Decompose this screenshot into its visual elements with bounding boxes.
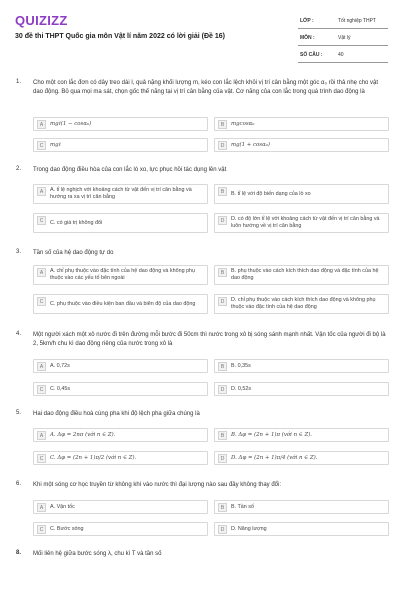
question-number: 1. [16,79,22,85]
option-text: mgcosα₀ [231,120,255,127]
option-c[interactable] [33,294,208,314]
option-key: D [218,141,227,150]
option-key: A [37,431,46,440]
option-text: mgℓ [50,141,61,148]
option-d[interactable] [214,294,389,314]
option-key: B [218,503,227,512]
meta-subject-value: Vật lý [338,35,351,41]
option-key: C [37,454,46,463]
option-text: C. Δφ = (2n + 1)π/2 (với n ∈ Z). [50,454,137,461]
option-text: A. Vận tốc [50,503,75,510]
option-text: C. 0,45s [50,385,71,392]
option-b[interactable] [214,500,389,514]
worksheet-header [0,0,400,60]
option-d[interactable] [214,138,389,152]
option-text: mgℓ(1 − cosα₀) [50,120,92,127]
meta-subject-row [298,31,388,46]
option-a[interactable] [33,359,208,373]
option-key: D [218,385,227,394]
meta-class-label: LỚP : [300,18,314,24]
option-text: D. chỉ phụ thuộc vào cách kích thích dao động và không phụ thuộc vào đặc tính của hệ dao động [231,297,376,310]
option-b[interactable] [214,265,389,285]
meta-count-value: 40 [338,52,344,58]
option-a[interactable] [33,265,208,285]
question-text: Hai dao động điều hoà cùng pha khi độ lệch pha giữa chúng là [33,411,200,417]
option-text: A. 0,72s [50,362,70,369]
option-key: D [218,454,227,463]
option-text: C. có giá trị không đổi [50,219,103,226]
worksheet-title: 30 đề thi THPT Quốc gia môn Vật lí năm 2022 có lời giải (Đề 16) [15,33,225,40]
meta-class-row [298,14,388,29]
option-key: B [218,362,227,371]
option-text: A. Δφ = 2nπ (với n ∈ Z). [50,431,116,438]
option-d[interactable] [214,451,389,465]
question-text: Mối liên hệ giữa bước sóng λ, chu kì T và tần số [33,551,162,557]
option-a[interactable] [33,117,208,131]
option-a[interactable] [33,500,208,514]
option-text: B. Tần số [231,503,254,510]
option-b[interactable] [214,184,389,204]
option-text: B. phụ thuộc vào cách kích thích dao động và đặc tính của hệ dao động [231,268,379,281]
question-text: Tần số của hệ dao động tự do [33,250,114,256]
option-text: A. chỉ phụ thuộc vào đặc tính của hệ dao động và không phụ thuộc vào các yếu tố bên ngoài [50,268,196,281]
option-key: A [37,187,46,196]
question-text: Trong dao động điều hòa của con lắc lò xo, lực phục hồi tác dụng lên vật [33,167,227,173]
option-key: C [37,297,46,306]
option-key: C [37,385,46,394]
question-text: Một người xách một xô nước đi trên đường mỗi bước đi 50cm thì nước trong xô bị sóng sánh mạnh nhất. Vận tốc của người đi bộ là 2, 5km/h chu kì dao động riêng của nước trong xô là [33,332,386,347]
option-key: A [37,268,46,277]
option-key: B [218,187,227,196]
option-b[interactable] [214,117,389,131]
option-key: D [218,525,227,534]
option-c[interactable] [33,382,208,396]
option-c[interactable] [33,138,208,152]
option-b[interactable] [214,359,389,373]
question-text: Khi một sóng cơ học truyền từ không khí vào nước thì đại lượng nào sau đây không thay đổi: [33,482,281,488]
option-key: C [37,216,46,225]
option-a[interactable] [33,428,208,442]
option-d[interactable] [214,522,389,536]
option-d[interactable] [214,382,389,396]
option-text: C. Bước sóng [50,525,84,532]
option-a[interactable] [33,184,208,204]
question-number: 5. [16,410,22,416]
question-number: 4. [16,331,22,337]
question-number: 8. [16,550,22,556]
option-text: C. phụ thuộc vào điều kiện ban đầu và biên độ của dao động [50,300,196,307]
option-key: C [37,525,46,534]
option-key: A [37,362,46,371]
option-b[interactable] [214,428,389,442]
meta-class-value: Tốt nghiệp THPT [338,18,376,24]
question-number: 6. [16,481,22,487]
option-text: D. Δφ = (2n + 1)π/4 (với n ∈ Z). [231,454,318,461]
worksheet-meta [298,14,388,65]
quizizz-logo: QUIZIZZ [15,13,68,28]
option-key: C [37,141,46,150]
option-key: A [37,503,46,512]
option-key: D [218,297,227,306]
option-key: B [218,120,227,129]
question-text: Cho một con lắc đơn có dây treo dài l, quả nặng khối lượng m, kéo con lắc lệch khỏi vị trí cân bằng một góc α₀ rồi thả nhẹ cho vật dao động. Bỏ qua mọi ma sát, chọn gốc thế năng tại vị trí cân bằng của vật. Cơ năng của con lắc trong quá trình dao động là [33,80,379,95]
option-text: D. 0,52s [231,385,252,392]
question-number: 3. [16,249,22,255]
meta-count-row [298,48,388,63]
option-c[interactable] [33,213,208,233]
option-text: B. Δφ = (2n + 1)π (với n ∈ Z). [231,431,313,438]
option-text: B. tỉ lệ với độ biến dạng của lò xo [231,190,311,197]
option-key: B [218,268,227,277]
question-number: 2. [16,166,22,172]
option-key: B [218,431,227,440]
meta-subject-label: MÔN : [300,35,315,41]
option-c[interactable] [33,451,208,465]
option-text: B. 0,35s [231,362,251,369]
option-c[interactable] [33,522,208,536]
meta-count-label: SỐ CÂU : [300,52,323,58]
option-text: D. Năng lượng [231,525,267,532]
option-d[interactable] [214,213,389,233]
option-text: D. có độ lớn tỉ lệ với khoảng cách từ vật đến vị trí cân bằng và luôn hướng về vị trí cân bằng [231,216,380,229]
option-key: D [218,216,227,225]
option-key: A [37,120,46,129]
option-text: mg(1 + cosα₀) [231,141,270,148]
option-text: A. tỉ lệ nghịch với khoảng cách từ vật đến vị trí cân bằng và hướng ra xa vị trí cân bằng [50,187,192,200]
